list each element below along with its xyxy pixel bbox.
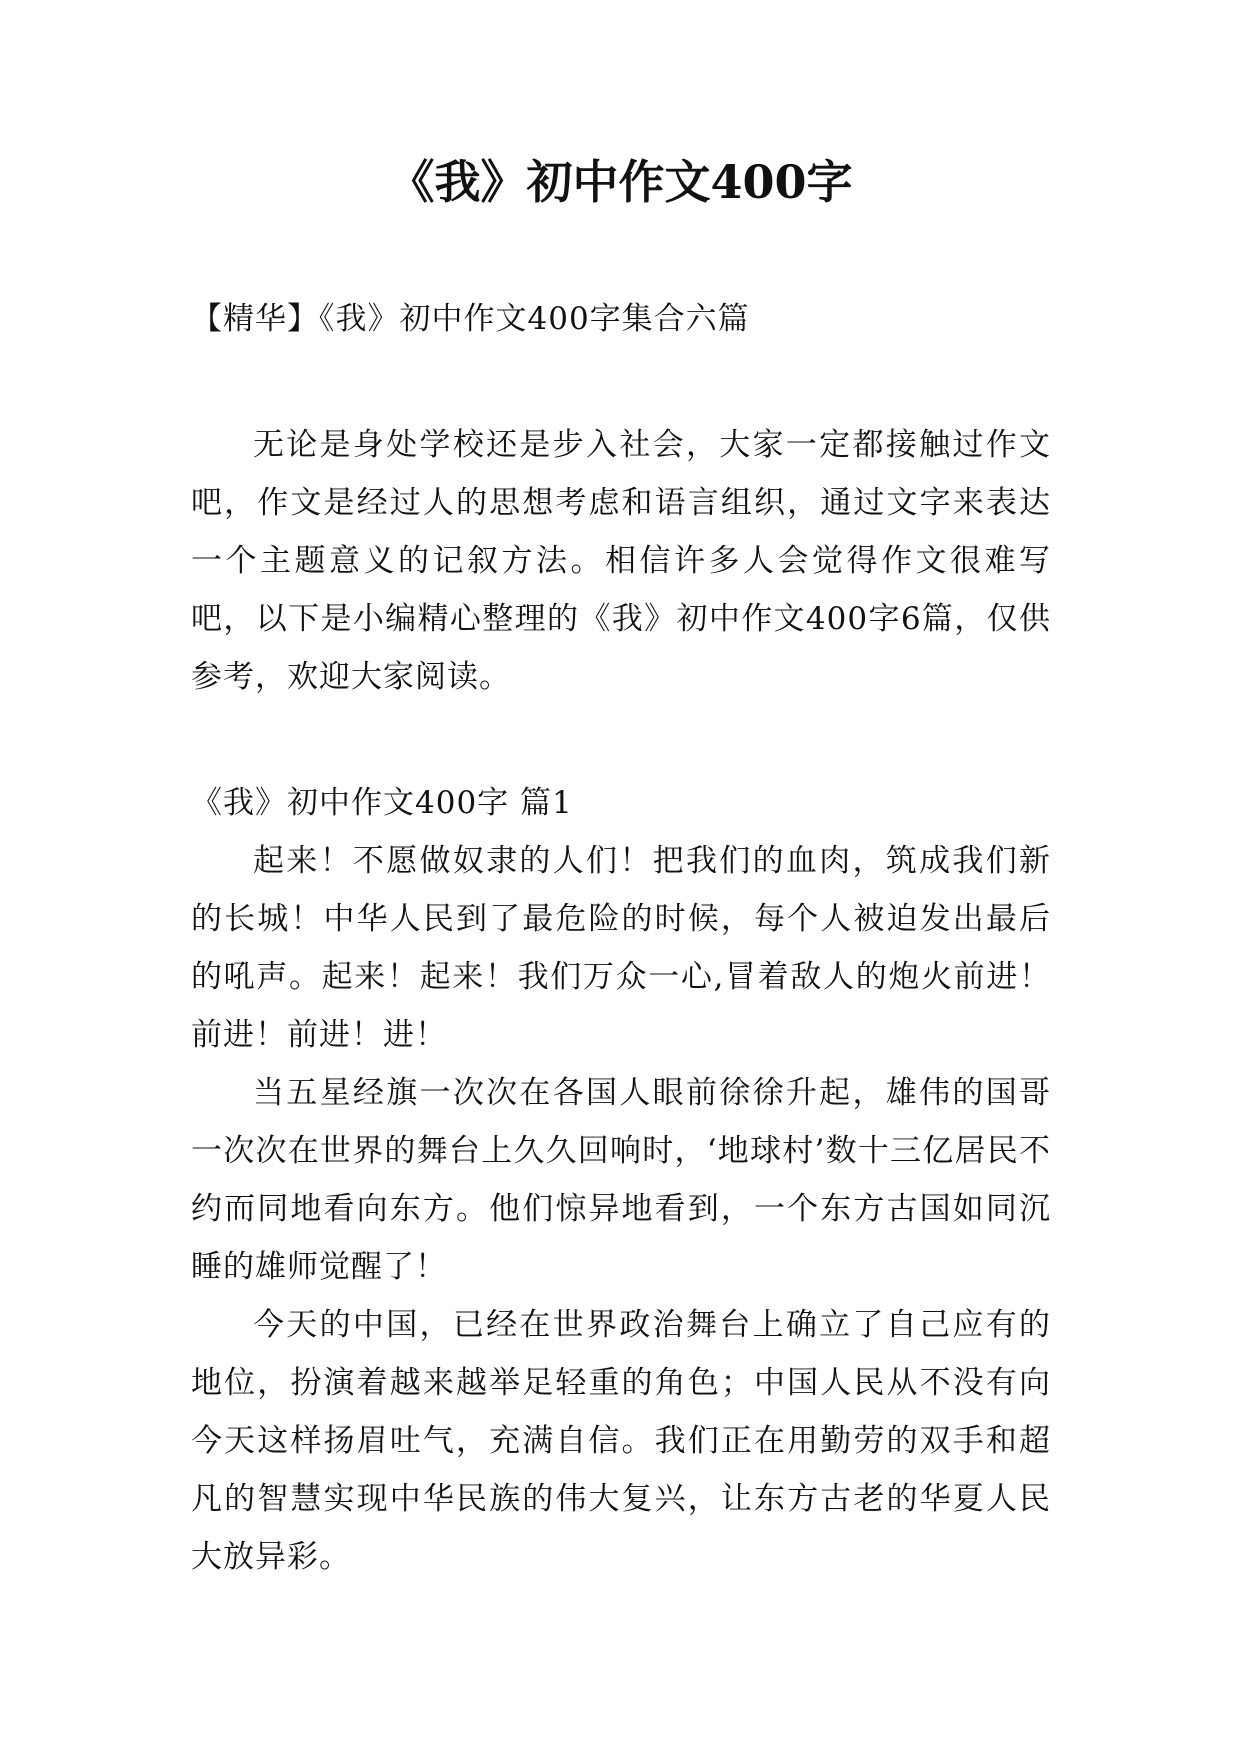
document-subtitle: 【精华】《我》初中作文400字集合六篇 (191, 301, 750, 337)
document-title: 《我》初中作文400字 (388, 155, 853, 209)
intro-paragraph: 无论是身处学校还是步入社会，大家一定都接触过作文吧，作文是经过人的思想考虑和语言组织，通过文字来表达一个主题意义的记叙方法。相信许多人会觉得作文很难写吧，以下是小编精心整理的《我》初中作文400字6篇，仅供参考，欢迎大家阅读。 (191, 427, 1051, 695)
body-paragraph: 起来！不愿做奴隶的人们！把我们的血肉，筑成我们新的长城！中华人民到了最危险的时候，每个人被迫发出最后的吼声。起来！起来！我们万众一心,冒着敌人的炮火前进！前进！前进！进！ (191, 843, 1051, 1053)
section-heading: 《我》初中作文400字 篇1 (191, 785, 573, 821)
body-paragraph: 今天的中国，已经在世界政治舞台上确立了自己应有的地位，扮演着越来越举足轻重的角色；中国人民从不没有向今天这样扬眉吐气，充满自信。我们正在用勤劳的双手和超凡的智慧实现中华民族的伟大复兴，让东方古老的华夏人民大放异彩。 (191, 1307, 1051, 1575)
body-paragraph: 当五星经旗一次次在各国人眼前徐徐升起，雄伟的国哥一次次在世界的舞台上久久回响时，‘地球村’数十三亿居民不约而同地看向东方。他们惊异地看到，一个东方古国如同沉睡的雄师觉醒了！ (191, 1075, 1051, 1285)
document-body (191, 290, 1051, 1586)
